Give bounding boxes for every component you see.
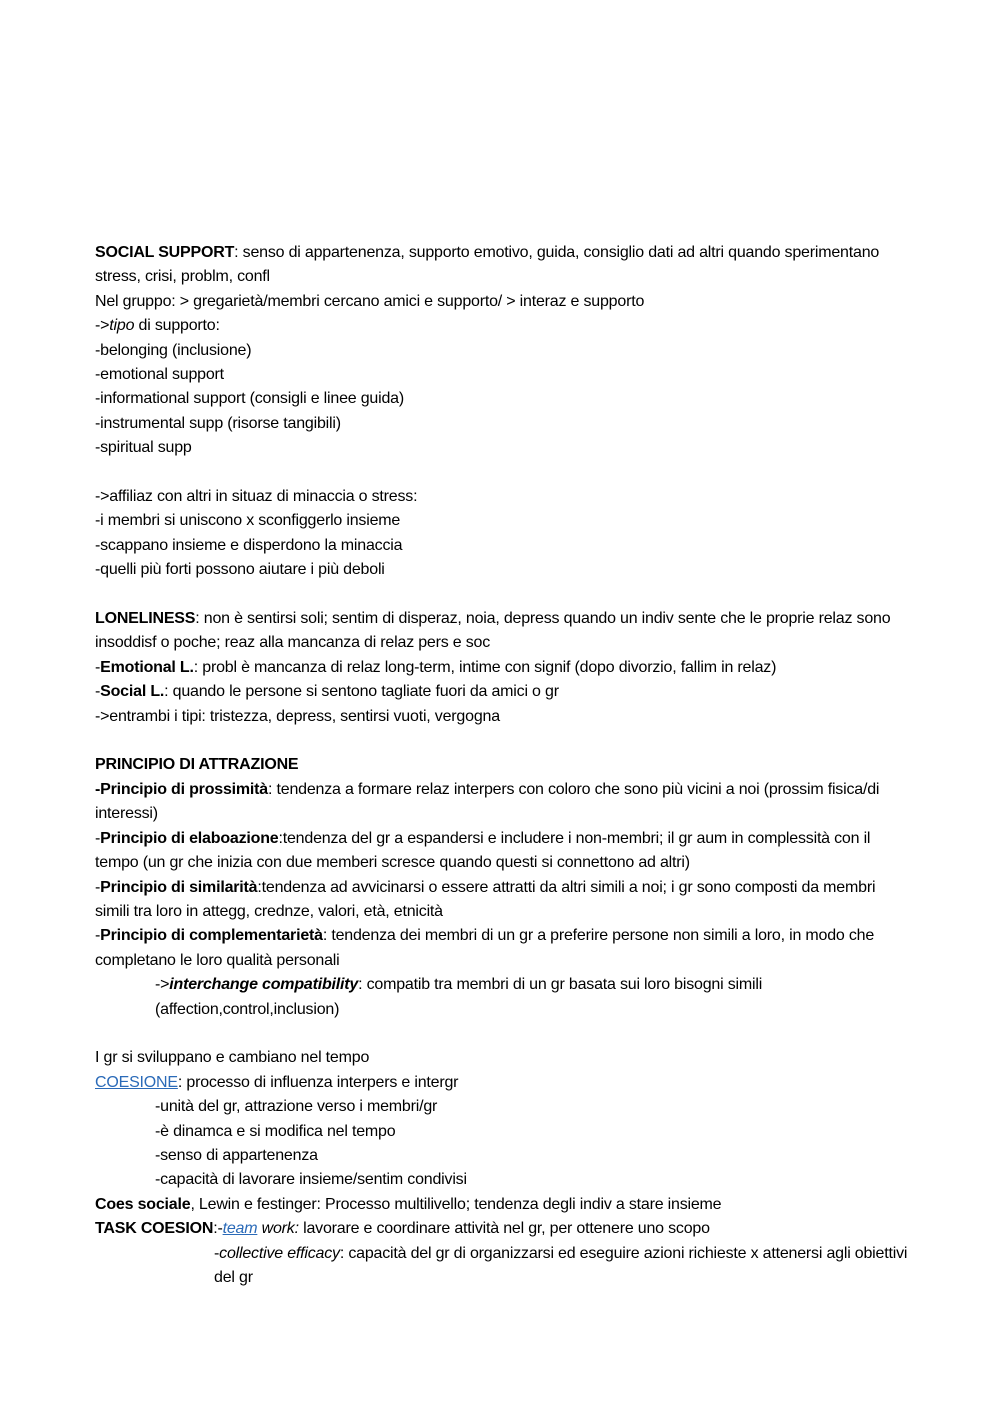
team-link-text: team bbox=[222, 1220, 258, 1238]
collective-efficacy-heading: collective efficacy bbox=[219, 1244, 340, 1262]
cohesion-intro: I gr si sviluppano e cambiano nel tempo bbox=[95, 1049, 370, 1067]
similarity-text: :tendenza ad avvicinarsi o essere attratti da altri simili a noi; i gr sono composti da membri simili tra loro in attegg, crednze, valori, età, etnicità bbox=[95, 878, 876, 920]
attraction-title bbox=[95, 753, 910, 777]
dash-prefix: - bbox=[95, 927, 101, 945]
loneliness-text: : non è sentirsi soli; sentim di disperaz, noia, depress quando un indiv sente che le proprie relaz sono insoddisf o poche; reaz alla mancanza di relaz pers e soc bbox=[95, 610, 891, 652]
emotional-loneliness-text: : probl è mancanza di relaz long-term, intime con signif (dopo divorzio, fallim in relaz) bbox=[193, 658, 777, 676]
spacer bbox=[95, 729, 910, 753]
proximity-heading: -Principio di prossimità bbox=[95, 780, 269, 798]
collective-efficacy-text: : capacità del gr di organizzarsi ed eseguire azioni richieste x attenersi agli obiettivi del gr bbox=[214, 1244, 908, 1286]
dash-prefix: - bbox=[95, 829, 101, 847]
complementarity-principle bbox=[95, 924, 910, 973]
social-support-text: : senso di appartenenza, supporto emotivo, guida, consiglio dati ad altri quando sperimentano stress, crisi, problm, confl bbox=[95, 244, 880, 286]
attraction-heading: PRINCIPIO DI ATTRAZIONE bbox=[95, 756, 299, 774]
social-support-definition bbox=[95, 241, 910, 290]
cohesion-item: -senso di appartenenza bbox=[155, 1146, 318, 1164]
dash-prefix: - bbox=[95, 683, 101, 701]
arrow-prefix: -> bbox=[95, 317, 110, 335]
loneliness-heading: LONELINESS bbox=[95, 610, 196, 628]
tipo-italic: tipo bbox=[109, 317, 135, 335]
interchange-heading: interchange compatibility bbox=[169, 976, 359, 994]
dash-prefix: - bbox=[95, 658, 101, 676]
social-loneliness-heading: Social L. bbox=[100, 683, 165, 701]
notes-body bbox=[95, 241, 910, 1290]
social-loneliness-text: : quando le persone si sentono tagliate fuori da amici o gr bbox=[164, 683, 559, 701]
interchange-compatibility bbox=[95, 973, 910, 1022]
affiliation-item: -quelli più forti possono aiutare i più deboli bbox=[95, 561, 385, 579]
arrow-prefix: -> bbox=[155, 976, 170, 994]
social-cohesion-text: , Lewin e festinger: Processo multilivello; tendenza degli indiv a stare insieme bbox=[190, 1195, 722, 1213]
social-support-heading: SOCIAL SUPPORT bbox=[95, 244, 235, 261]
elaboration-heading: Principio di elaboazione bbox=[100, 829, 279, 847]
tipo-suffix: di supporto: bbox=[134, 317, 220, 335]
complementarity-text: : tendenza dei membri di un gr a preferire persone non simili a loro, in modo che completano le loro qualità personali bbox=[95, 927, 875, 969]
task-cohesion-heading: TASK COESION bbox=[95, 1220, 214, 1238]
cohesion-item: -è dinamca e si modifica nel tempo bbox=[155, 1122, 396, 1140]
affiliation-heading: ->affiliaz con altri in situaz di minaccia o stress: bbox=[95, 488, 418, 506]
affiliation-item: -i membri si uniscono x sconfiggerlo insieme bbox=[95, 512, 401, 530]
task-cohesion-text: lavorare e coordinare attività nel gr, per ottenere uno scopo bbox=[298, 1220, 710, 1238]
social-cohesion bbox=[95, 1193, 910, 1217]
support-type-item: -belonging (inclusione) bbox=[95, 341, 252, 359]
loneliness-definition bbox=[95, 607, 910, 656]
emotional-loneliness bbox=[95, 656, 910, 680]
group-line: Nel gruppo: > gregarietà/membri cercano amici e supporto/ > interaz e supporto bbox=[95, 292, 645, 310]
task-cohesion bbox=[95, 1217, 910, 1241]
similarity-heading: Principio di similarità bbox=[100, 878, 258, 896]
loneliness-both: ->entrambi i tipi: tristezza, depress, sentirsi vuoti, vergogna bbox=[95, 707, 500, 725]
dash-prefix: - bbox=[214, 1244, 220, 1262]
interchange-text: : compatib tra membri di un gr basata sui loro bisogni simili (affection,control,inclusion) bbox=[155, 976, 763, 1018]
spacer bbox=[95, 583, 910, 607]
complementarity-heading: Principio di complementarietà bbox=[100, 927, 323, 945]
proximity-principle bbox=[95, 778, 910, 827]
collective-efficacy bbox=[95, 1242, 910, 1291]
proximity-text: : tendenza a formare relaz interpers con coloro che sono più vicini a noi (prossim fisica/di interessi) bbox=[95, 780, 880, 823]
dash-prefix: - bbox=[95, 878, 101, 896]
cohesion-text: : processo di influenza interpers e intergr bbox=[177, 1073, 459, 1091]
elaboration-principle bbox=[95, 827, 910, 876]
support-type-heading bbox=[95, 314, 910, 338]
work-italic: work: bbox=[257, 1220, 299, 1238]
support-type-item: -spiritual supp bbox=[95, 439, 192, 457]
cohesion-item: -unità del gr, attrazione verso i membri/gr bbox=[155, 1098, 438, 1116]
team-link[interactable] bbox=[223, 1220, 258, 1237]
support-type-item: -informational support (consigli e linee guida) bbox=[95, 390, 404, 408]
cohesion-item: -capacità di lavorare insieme/sentim condivisi bbox=[155, 1171, 467, 1189]
elaboration-text: :tendenza del gr a espandersi e includere i non-membri; il gr aum in complessità con il tempo (un gr che inizia con due memberi scresce quando questi si connettono ad altri) bbox=[95, 829, 871, 872]
cohesion-link[interactable]: COESIONE bbox=[95, 1073, 178, 1091]
task-separator: :- bbox=[213, 1220, 223, 1238]
cohesion-definition bbox=[95, 1071, 910, 1095]
spacer bbox=[95, 461, 910, 485]
affiliation-item: -scappano insieme e disperdono la minaccia bbox=[95, 536, 403, 554]
emotional-loneliness-heading: Emotional L. bbox=[100, 658, 194, 676]
support-type-item: -instrumental supp (risorse tangibili) bbox=[95, 414, 341, 432]
similarity-principle bbox=[95, 876, 910, 925]
support-type-item: -emotional support bbox=[95, 366, 224, 384]
social-loneliness bbox=[95, 680, 910, 704]
social-cohesion-heading: Coes sociale bbox=[95, 1195, 191, 1213]
spacer bbox=[95, 1022, 910, 1046]
